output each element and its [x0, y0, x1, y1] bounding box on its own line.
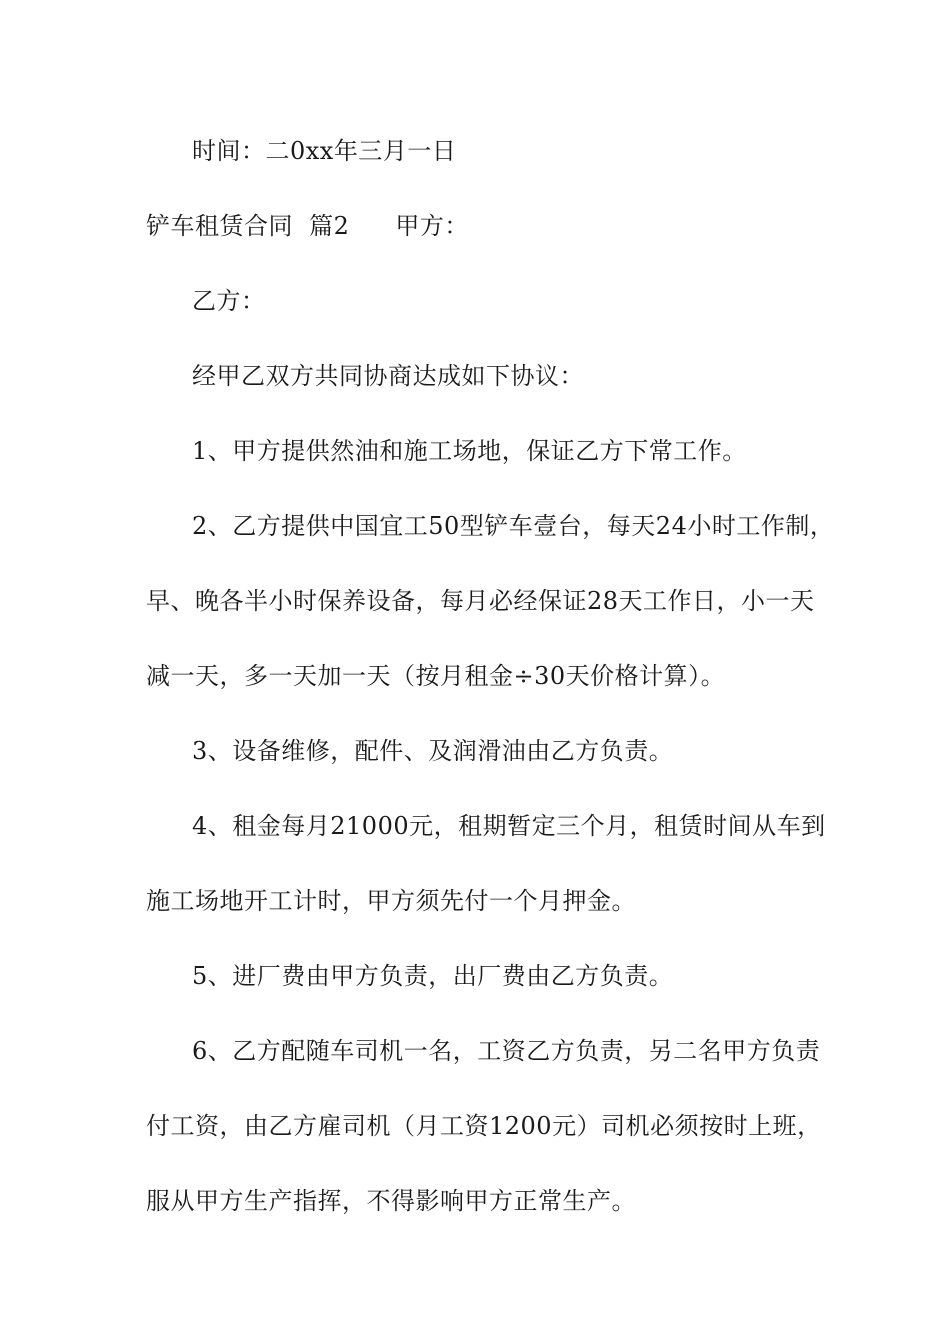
contract-title: 铲车租赁合同 — [146, 212, 293, 240]
clause-6-line-2: 付工资，由乙方雇司机（月工资1200元）司机必须按时上班， — [146, 1112, 822, 1140]
intro-paragraph: 经甲乙双方共同协商达成如下协议： — [192, 362, 584, 390]
party-b-label: 乙方： — [192, 287, 266, 315]
clause-6-line-1: 6、乙方配随车司机一名，工资乙方负责，另二名甲方负责 — [192, 1037, 821, 1065]
clause-3: 3、设备维修，配件、及润滑油由乙方负责。 — [192, 737, 674, 765]
clause-5: 5、进厂费由甲方负责，出厂费由乙方负责。 — [192, 962, 674, 990]
contract-part: 篇2 — [309, 212, 350, 240]
clause-1: 1、甲方提供然油和施工场地，保证乙方下常工作。 — [192, 437, 747, 465]
clause-4-line-1: 4、租金每月21000元，租期暂定三个月，租赁时间从车到 — [192, 812, 826, 840]
clause-4-line-2: 施工场地开工计时，甲方须先付一个月押金。 — [146, 887, 636, 915]
contract-heading — [146, 211, 469, 241]
clause-6-line-3: 服从甲方生产指挥，不得影响甲方正常生产。 — [146, 1187, 636, 1215]
clause-2-line-2: 早、晚各半小时保养设备，每月必经保证28天工作日，小一天 — [146, 587, 815, 615]
date-line: 时间：二0xx年三月一日 — [192, 137, 457, 165]
clause-2-line-1: 2、乙方提供中国宜工50型铲车壹台，每天24小时工作制， — [192, 512, 835, 540]
party-a-label: 甲方： — [395, 212, 469, 240]
clause-2-line-3: 减一天，多一天加一天（按月租金÷30天价格计算）。 — [146, 662, 726, 690]
